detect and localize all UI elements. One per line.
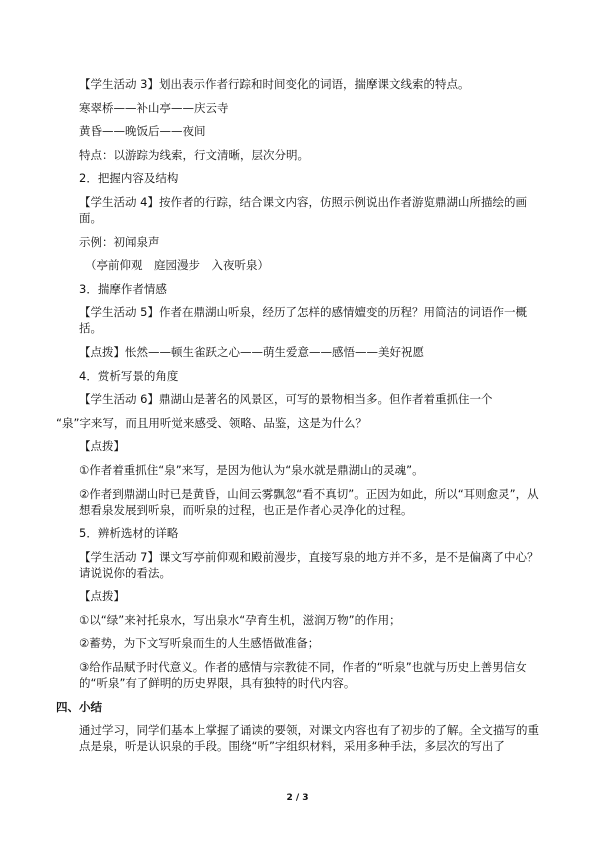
paragraph: 【学生活动 3】划出表示作者行踪和时间变化的词语，揣摩课文线索的特点。	[79, 77, 470, 91]
paragraph: ③给作品赋予时代意义。作者的感情与宗教徒不同，作者的“听泉”也就与历史上善男信女的“听泉”有了鲜明的历史界限，具有独特的时代内容。	[79, 660, 527, 691]
paragraph: 【学生活动 7】课文写亭前仰观和殿前漫步，直接写泉的地方并不多，是不是偏离了中心？请说说你的看法。	[79, 549, 539, 580]
section-heading: 四、小结	[56, 699, 102, 714]
paragraph: 【学生活动 5】作者在鼎湖山听泉，经历了怎样的感情嬗变的历程？用简洁的词语作一概括。	[79, 305, 527, 336]
paragraph: 3．揣摩作者情感	[79, 281, 167, 296]
paragraph: 特点：以游踪为线索，行文清晰，层次分明。	[79, 147, 309, 162]
paragraph: 【点拨】	[79, 439, 125, 454]
paragraph: 通过学习，同学们基本上掌握了诵读的要领，对课文内容也有了初步的了解。全文描写的重点是泉，听是认识泉的手段。围绕“听”字组织材料，采用多种手法，多层次的写出了	[79, 723, 539, 754]
paragraph: 2．把握内容及结构	[79, 171, 179, 186]
paragraph: ②蓄势，为下文写听泉而生的人生感悟做准备；	[79, 636, 320, 651]
paragraph: 【点拨】怅然——顿生雀跃之心——萌生爱意——感悟——美好祝愿	[79, 344, 424, 359]
page-number: 2 / 3	[286, 793, 309, 803]
paragraph: 【点拨】	[79, 589, 125, 604]
paragraph: 4．赏析写景的角度	[79, 368, 179, 383]
document-body	[56, 76, 542, 762]
paragraph: （亭前仰观 庭园漫步 入夜听泉）	[85, 258, 269, 273]
paragraph: ①作者着重抓住“泉”来写，是因为他认为“泉水就是鼎湖山的灵魂”。	[79, 462, 424, 477]
paragraph: ①以“绿”来衬托泉水，写出泉水“孕育生机，滋润万物”的作用；	[79, 612, 401, 627]
paragraph: 寒翠桥——补山亭——庆云寺	[79, 100, 229, 115]
paragraph: “泉”字来写，而且用听觉来感受、领略、品鉴，这是为什么？	[56, 415, 367, 430]
paragraph: 示例：初闻泉声	[79, 234, 160, 249]
paragraph: 【学生活动 6】鼎湖山是著名的风景区，可写的景物相当多。但作者着重抓住一个	[79, 392, 493, 407]
paragraph: 黄昏——晚饭后——夜间	[79, 124, 206, 139]
paragraph: ②作者到鼎湖山时已是黄昏，山间云雾飘忽“看不真切”。正因为如此，所以“耳则愈灵”，从想看泉发展到听泉，而听泉的过程，也正是作者心灵净化的过程。	[79, 486, 539, 517]
paragraph: 5．辨析选材的详略	[79, 526, 179, 541]
paragraph: 【学生活动 4】按作者的行踪，结合课文内容，仿照示例说出作者游览鼎湖山所描绘的画面。	[79, 194, 527, 225]
